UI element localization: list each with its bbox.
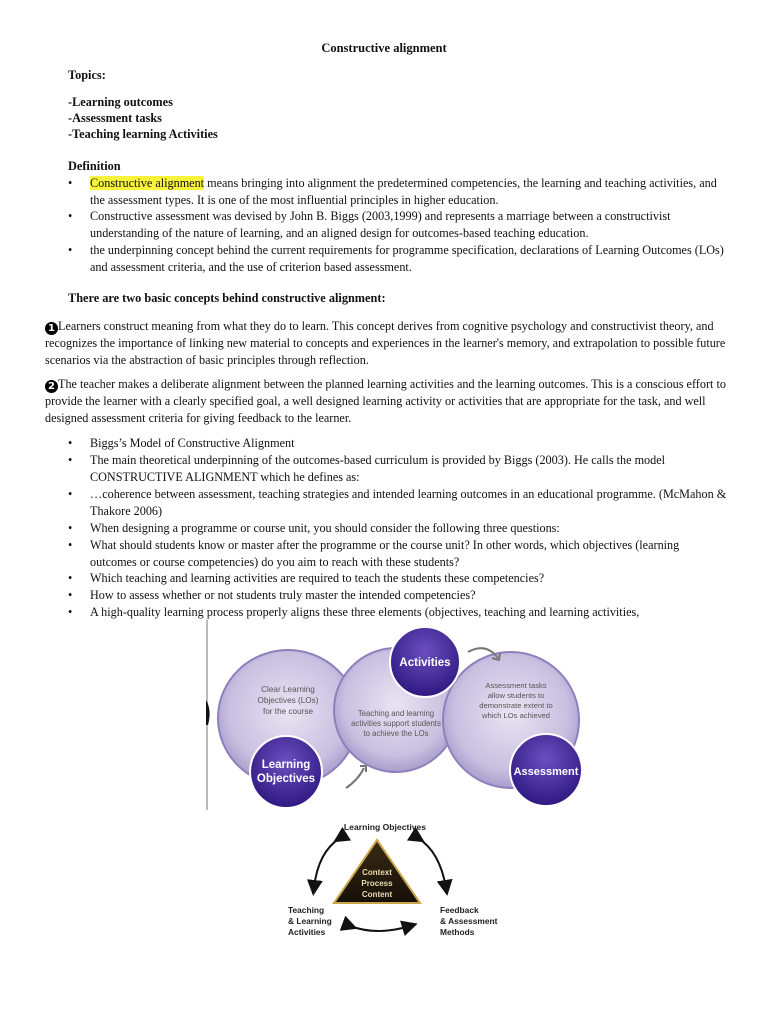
model-bullet-text: The main theoretical underpinning of the outcomes-based curriculum is provided by Biggs (2003). He calls the model CONSTRUCTIVE ALIGNMENT which he defines as: — [90, 453, 666, 484]
label-line: Methods — [440, 927, 475, 937]
model-bullet-text: …coherence between assessment, teaching strategies and intended learning outcomes in an educational programme. (McMahon & Thakore 2006) — [90, 487, 727, 518]
topic-item: -Teaching learning Activities — [68, 127, 218, 141]
triangle-left-label — [288, 905, 332, 937]
concepts-heading: There are two basic concepts behind constructive alignment: — [68, 291, 386, 305]
label-line: & Learning — [288, 916, 332, 926]
circle1-text — [258, 685, 319, 716]
label-line: Teaching — [288, 905, 325, 915]
circle-text-line: which LOs achieved — [482, 711, 550, 720]
definition-bullet — [68, 208, 728, 242]
model-bullet-text: What should students know or master after the programme or the course unit? In other words, which objectives (learning outcomes or course competencies) do you aim to reach with these students? — [90, 538, 680, 569]
model-bullet-text: A high-quality learning process properly aligns these three elements (objectives, teaching and learning activities, — [90, 605, 640, 619]
definition-bullet — [68, 175, 728, 209]
bullet-dot: • — [68, 209, 73, 223]
bullet-dot: • — [68, 243, 73, 257]
curved-arrow-icon — [314, 838, 340, 888]
circle2-text — [351, 709, 441, 738]
bullet-dot: • — [68, 176, 73, 190]
alignment-triangle-diagram — [280, 818, 510, 946]
curved-arrow-icon — [350, 926, 410, 931]
model-bullet-text: Biggs’s Model of Constructive Alignment — [90, 436, 295, 450]
badge-label: Assessment — [513, 766, 579, 778]
label-line: & Assessment — [440, 916, 498, 926]
model-bullet-text: How to assess whether or not students truly master the intended competencies? — [90, 588, 476, 602]
topic-item: -Learning outcomes — [68, 95, 173, 109]
model-bullet-text: When designing a programme or course unit, you should consider the following three questions: — [90, 521, 560, 535]
bullet-dot: • — [68, 571, 73, 585]
definition-text: means bringing into alignment the predetermined competencies, the learning and teaching activities, and the assessment types. It is one of the most influential principles in higher education. — [90, 176, 717, 207]
alignment-cycle-diagram — [206, 620, 586, 810]
number-one-icon: 1 — [45, 322, 58, 335]
triangle-top-label: Learning Objectives — [343, 822, 427, 832]
page-title: Constructive alignment — [321, 41, 447, 55]
circle-text-line: for the course — [262, 707, 314, 716]
definition-heading: Definition — [68, 159, 121, 173]
concept-paragraph — [45, 376, 728, 426]
triangle-right-label — [440, 905, 498, 937]
circle3-text — [479, 681, 552, 720]
badge-label: Learning — [261, 759, 311, 771]
triangle-center-label: Process — [361, 879, 393, 888]
definition-text: the underpinning concept behind the current requirements for programme specification, declarations of Learning Outcomes (LOs) and assessment criteria, and the use of criterion based assessment. — [90, 243, 724, 274]
learning-objectives-badge — [250, 736, 322, 808]
circle-text-line: Objectives (LOs) — [257, 696, 319, 705]
definition-bullet — [68, 242, 728, 276]
bullet-dot: • — [68, 538, 73, 552]
circle-text-line: Assessment tasks — [485, 681, 547, 690]
bullet-dot: • — [68, 521, 73, 535]
circle-text-line: allow students to — [487, 691, 545, 700]
badge-label: Objectives — [256, 773, 316, 785]
definition-text: Constructive assessment was devised by John B. Biggs (2003,1999) and represents a marriage between a constructivist understanding of the nature of learning, and an aligned design for outcomes-based teaching education. — [90, 209, 671, 240]
number-two-icon: 2 — [45, 380, 58, 393]
bullet-dot: • — [68, 453, 73, 467]
triangle-center-label: Content — [361, 890, 393, 899]
triangle-center-label: Context — [362, 868, 392, 877]
concept-text: Learners construct meaning from what they do to learn. This concept derives from cognitive psychology and constructivist theory, and recognizes the importance of linking new material to concepts and experiences in the learner's memory, and extrapolation to possible future scenarios via the abstraction of basic principles through reflection. — [45, 319, 726, 367]
label-line: Activities — [288, 927, 326, 937]
label-line: Feedback — [440, 905, 479, 915]
concept-text: The teacher makes a deliberate alignment between the planned learning activities and the learning outcomes. This is a conscious effort to provide the learner with a clearly specified goal, a well designed learning activity or activities that are appropriate for the task, and well designed assessment criteria for giving feedback to the learner. — [45, 377, 726, 425]
circle-text-line: activities support students — [351, 719, 441, 728]
bullet-dot: • — [68, 588, 73, 602]
highlighted-term: Constructive alignment — [90, 176, 205, 190]
topics-heading: Topics: — [68, 68, 106, 82]
curved-arrow-icon — [418, 838, 446, 888]
circle-text-line: demonstrate extent to — [479, 701, 553, 710]
bullet-dot: • — [68, 487, 73, 501]
model-bullet-text: Which teaching and learning activities are required to teach the students these competencies? — [90, 571, 545, 585]
circle-text-line: to achieve the LOs — [363, 729, 429, 738]
badge-label: Activities — [399, 657, 451, 669]
concept-paragraph — [45, 318, 728, 368]
circle-text-line: Teaching and learning — [357, 709, 435, 718]
bullet-dot: • — [68, 436, 73, 450]
bullet-dot: • — [68, 605, 73, 619]
circle-text-line: Clear Learning — [261, 685, 315, 694]
topic-item: -Assessment tasks — [68, 111, 162, 125]
